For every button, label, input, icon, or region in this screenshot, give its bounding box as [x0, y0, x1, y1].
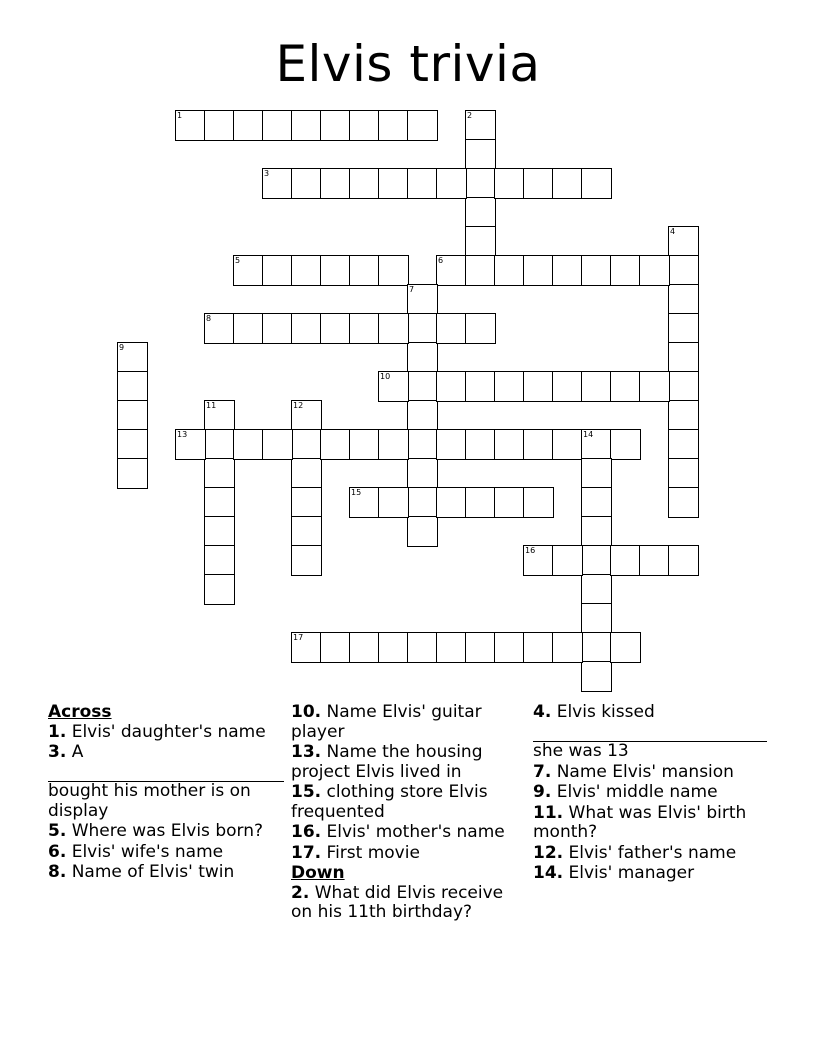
- grid-cell[interactable]: [465, 168, 496, 199]
- grid-cell[interactable]: [668, 400, 699, 431]
- grid-cell[interactable]: [465, 313, 496, 344]
- grid-cell[interactable]: [378, 168, 409, 199]
- grid-cell[interactable]: [349, 313, 380, 344]
- grid-cell[interactable]: [378, 313, 409, 344]
- clue-down-12: 12. Elvis' father's name: [533, 842, 737, 863]
- grid-cell[interactable]: [668, 342, 699, 373]
- grid-cell[interactable]: [668, 313, 699, 344]
- grid-cell[interactable]: [610, 429, 641, 460]
- grid-cell[interactable]: [610, 545, 641, 576]
- grid-cell[interactable]: [291, 545, 322, 576]
- grid-cell[interactable]: [204, 110, 235, 141]
- grid-cell[interactable]: [117, 342, 148, 373]
- clue-down-7: 7. Name Elvis' mansion: [533, 761, 734, 782]
- clue-column-2: [291, 703, 527, 924]
- clue-number: 16: [525, 546, 536, 555]
- grid-cell[interactable]: [204, 458, 235, 489]
- grid-cell[interactable]: [204, 487, 235, 518]
- grid-cell[interactable]: [291, 255, 322, 286]
- answer-blank: [533, 724, 767, 742]
- clue-number: 15: [351, 488, 362, 497]
- clue-number: 7: [409, 285, 415, 294]
- grid-cell[interactable]: [407, 342, 438, 373]
- grid-cell[interactable]: [407, 458, 438, 489]
- grid-cell[interactable]: [407, 429, 438, 460]
- puzzle-title: Elvis trivia: [275, 35, 541, 93]
- grid-cell[interactable]: [349, 255, 380, 286]
- grid-cell[interactable]: [552, 168, 583, 199]
- answer-blank: [48, 764, 284, 782]
- grid-cell[interactable]: [204, 516, 235, 547]
- grid-cell[interactable]: [552, 632, 583, 663]
- grid-cell[interactable]: [581, 661, 612, 692]
- grid-cell[interactable]: [407, 400, 438, 431]
- grid-cell[interactable]: [668, 545, 699, 576]
- grid-cell[interactable]: [349, 632, 380, 663]
- grid-cell[interactable]: [407, 110, 438, 141]
- grid-cell[interactable]: [204, 429, 235, 460]
- grid-cell[interactable]: [494, 255, 525, 286]
- clue-across-17: 17. First movie: [291, 842, 420, 863]
- grid-cell[interactable]: [204, 574, 235, 605]
- grid-cell[interactable]: [175, 110, 206, 141]
- grid-cell[interactable]: [523, 168, 554, 199]
- grid-cell[interactable]: [465, 110, 496, 141]
- grid-cell[interactable]: [262, 110, 293, 141]
- clue-down-4: 4. Elvis kissed she was 13: [533, 703, 769, 762]
- grid-cell[interactable]: [552, 255, 583, 286]
- grid-cell[interactable]: [436, 168, 467, 199]
- grid-cell[interactable]: [233, 255, 264, 286]
- grid-cell[interactable]: [581, 255, 612, 286]
- down-heading: Down: [291, 863, 345, 883]
- grid-cell[interactable]: [581, 371, 612, 402]
- clue-number: 4: [670, 227, 676, 236]
- grid-cell[interactable]: [668, 429, 699, 460]
- grid-cell[interactable]: [320, 168, 351, 199]
- grid-cell[interactable]: [117, 400, 148, 431]
- grid-cell[interactable]: [668, 284, 699, 315]
- grid-cell[interactable]: [407, 632, 438, 663]
- grid-cell[interactable]: [233, 313, 264, 344]
- grid-cell[interactable]: [436, 371, 467, 402]
- grid-cell[interactable]: [233, 429, 264, 460]
- grid-cell[interactable]: [204, 313, 235, 344]
- grid-cell[interactable]: [204, 400, 235, 431]
- grid-cell[interactable]: [204, 545, 235, 576]
- grid-cell[interactable]: [465, 429, 496, 460]
- grid-cell[interactable]: [436, 255, 467, 286]
- grid-cell[interactable]: [378, 110, 409, 141]
- grid-cell[interactable]: [523, 632, 554, 663]
- clue-down-14: 14. Elvis' manager: [533, 863, 695, 883]
- grid-cell[interactable]: [668, 487, 699, 518]
- clue-column-3: [533, 703, 769, 885]
- grid-cell[interactable]: [552, 429, 583, 460]
- grid-cell[interactable]: [349, 110, 380, 141]
- clue-number: 5: [235, 256, 241, 265]
- grid-cell[interactable]: [581, 429, 612, 460]
- grid-cell[interactable]: [378, 487, 409, 518]
- clue-number: 8: [206, 314, 212, 323]
- grid-cell[interactable]: [291, 110, 322, 141]
- grid-cell[interactable]: [523, 487, 554, 518]
- grid-cell[interactable]: [291, 458, 322, 489]
- grid-cell[interactable]: [581, 545, 612, 576]
- grid-cell[interactable]: [320, 313, 351, 344]
- grid-cell[interactable]: [291, 429, 322, 460]
- grid-cell[interactable]: [436, 632, 467, 663]
- grid-cell[interactable]: [552, 371, 583, 402]
- clue-across-6: 6. Elvis' wife's name: [48, 841, 224, 862]
- grid-cell[interactable]: [523, 371, 554, 402]
- grid-cell[interactable]: [407, 371, 438, 402]
- grid-cell[interactable]: [465, 197, 496, 228]
- grid-cell[interactable]: [233, 110, 264, 141]
- grid-cell[interactable]: [262, 429, 293, 460]
- grid-cell[interactable]: [117, 458, 148, 489]
- grid-cell[interactable]: [407, 168, 438, 199]
- grid-cell[interactable]: [465, 632, 496, 663]
- grid-cell[interactable]: [175, 429, 206, 460]
- grid-cell[interactable]: [320, 632, 351, 663]
- across-heading: Across: [48, 702, 112, 722]
- grid-cell[interactable]: [639, 545, 670, 576]
- clue-down-2: 2. What did Elvis receive on his 11th birthday?: [291, 882, 504, 922]
- grid-cell[interactable]: [407, 284, 438, 315]
- grid-cell[interactable]: [465, 487, 496, 518]
- grid-cell[interactable]: [668, 458, 699, 489]
- grid-cell[interactable]: [291, 516, 322, 547]
- grid-cell[interactable]: [407, 516, 438, 547]
- grid-cell[interactable]: [465, 255, 496, 286]
- grid-cell[interactable]: [436, 313, 467, 344]
- grid-cell[interactable]: [639, 255, 670, 286]
- grid-cell[interactable]: [610, 255, 641, 286]
- grid-cell[interactable]: [465, 226, 496, 257]
- grid-cell[interactable]: [436, 487, 467, 518]
- grid-cell[interactable]: [494, 371, 525, 402]
- grid-cell[interactable]: [407, 313, 438, 344]
- grid-cell[interactable]: [668, 226, 699, 257]
- grid-cell[interactable]: [668, 255, 699, 286]
- clue-number: 6: [438, 256, 444, 265]
- clue-number: 13: [177, 430, 188, 439]
- grid-cell[interactable]: [552, 545, 583, 576]
- grid-cell[interactable]: [291, 632, 322, 663]
- clue-across-8: 8. Name of Elvis' twin: [48, 862, 235, 882]
- grid-cell[interactable]: [639, 371, 670, 402]
- grid-cell[interactable]: [465, 139, 496, 170]
- grid-cell[interactable]: [581, 574, 612, 605]
- grid-cell[interactable]: [117, 371, 148, 402]
- clue-number: 3: [264, 169, 270, 178]
- grid-cell[interactable]: [262, 313, 293, 344]
- grid-cell[interactable]: [523, 429, 554, 460]
- grid-cell[interactable]: [407, 487, 438, 518]
- grid-cell[interactable]: [349, 487, 380, 518]
- grid-cell[interactable]: [291, 313, 322, 344]
- clue-column-1: [48, 703, 286, 884]
- grid-cell[interactable]: [436, 429, 467, 460]
- clue-number: 12: [293, 401, 304, 410]
- clue-down-9: 9. Elvis' middle name: [533, 782, 718, 802]
- grid-cell[interactable]: [581, 516, 612, 547]
- grid-cell[interactable]: [494, 487, 525, 518]
- grid-cell[interactable]: [291, 487, 322, 518]
- grid-cell[interactable]: [262, 255, 293, 286]
- clue-down-11: 11. What was Elvis' birth month?: [533, 802, 747, 842]
- grid-cell[interactable]: [291, 400, 322, 431]
- clue-number: 11: [206, 401, 217, 410]
- grid-cell[interactable]: [378, 632, 409, 663]
- grid-cell[interactable]: [117, 429, 148, 460]
- grid-cell[interactable]: [581, 603, 612, 634]
- clue-across-3: 3. A bought his mother is on display: [48, 743, 286, 821]
- grid-cell[interactable]: [581, 168, 612, 199]
- grid-cell[interactable]: [494, 168, 525, 199]
- clue-across-15: 15. clothing store Elvis frequented: [291, 782, 488, 822]
- grid-cell[interactable]: [581, 458, 612, 489]
- grid-cell[interactable]: [668, 371, 699, 402]
- clue-number: 17: [293, 633, 304, 642]
- grid-cell[interactable]: [581, 632, 612, 663]
- clue-number: 2: [467, 111, 473, 120]
- clue-across-13: 13. Name the housing project Elvis lived in: [291, 742, 483, 782]
- grid-cell[interactable]: [494, 429, 525, 460]
- clue-across-10: 10. Name Elvis' guitar player: [291, 702, 482, 742]
- clue-number: 1: [177, 111, 183, 120]
- grid-cell[interactable]: [610, 371, 641, 402]
- clue-number: 10: [380, 372, 391, 381]
- grid-cell[interactable]: [320, 255, 351, 286]
- clue-across-16: 16. Elvis' mother's name: [291, 822, 505, 842]
- grid-cell[interactable]: [291, 168, 322, 199]
- grid-cell[interactable]: [320, 429, 351, 460]
- clue-number: 14: [583, 430, 594, 439]
- grid-cell[interactable]: [262, 168, 293, 199]
- grid-cell[interactable]: [581, 487, 612, 518]
- clue-number: 9: [119, 343, 125, 352]
- grid-cell[interactable]: [378, 371, 409, 402]
- grid-cell[interactable]: [349, 168, 380, 199]
- grid-cell[interactable]: [610, 632, 641, 663]
- clue-across-5: 5. Where was Elvis born?: [48, 821, 263, 841]
- grid-cell[interactable]: [523, 545, 554, 576]
- grid-cell[interactable]: [494, 632, 525, 663]
- grid-cell[interactable]: [320, 110, 351, 141]
- grid-cell[interactable]: [465, 371, 496, 402]
- clue-across-1: 1. Elvis' daughter's name: [48, 721, 266, 742]
- grid-cell[interactable]: [349, 429, 380, 460]
- grid-cell[interactable]: [378, 429, 409, 460]
- grid-cell[interactable]: [378, 255, 409, 286]
- grid-cell[interactable]: [523, 255, 554, 286]
